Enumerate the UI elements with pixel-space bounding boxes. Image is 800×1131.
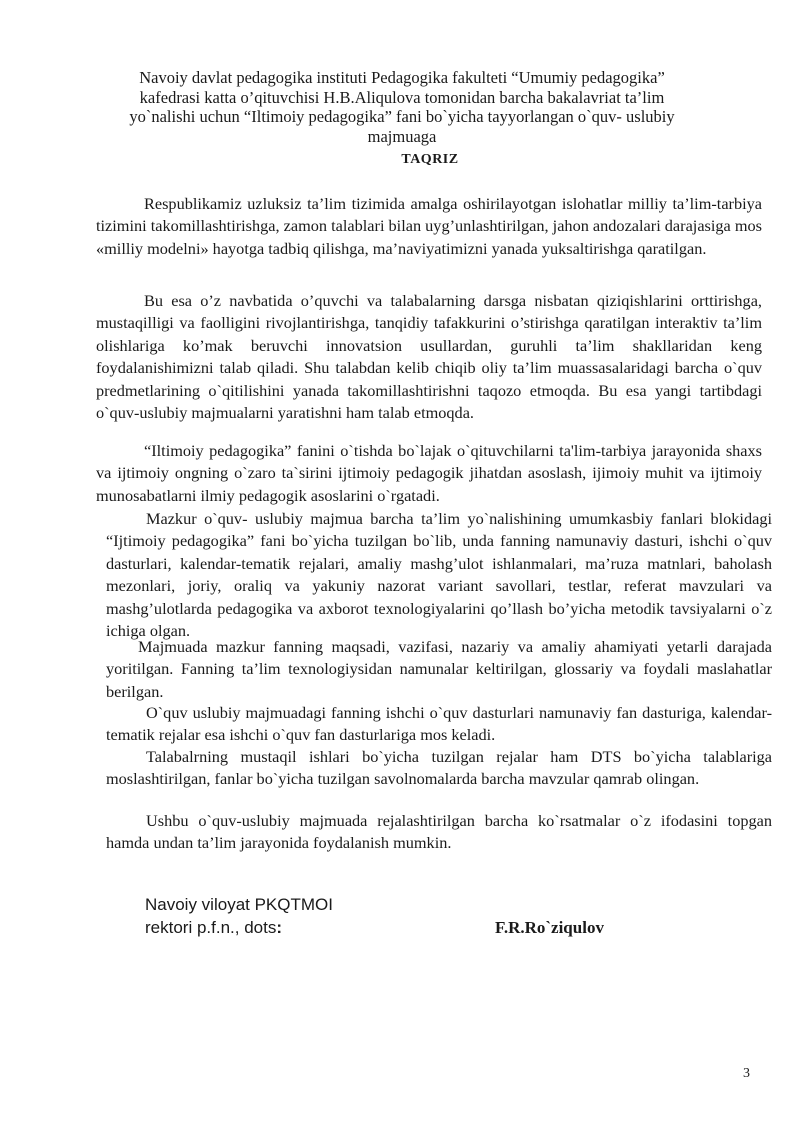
header-line: majmuaga [367, 126, 437, 146]
body-paragraph: Talabalrning mustaqil ishlari bo`yicha tuzilgan rejalar ham DTS bo`yicha talablariga moslashtirilgan, fanlar bo`yicha tuzilgan savolnomalarda barcha mavzular qamrab olingan. [106, 747, 772, 789]
signature-position-text: rektori p.f.n., dots [145, 918, 277, 937]
document-header [112, 68, 692, 146]
body-paragraph: Mazkur o`quv- uslubiy majmua barcha ta’lim yo`nalishining umumkasbiy fanlari blokidagi “Ijtimoiy pedagogika” fani bo`yicha tuzilgan bo`lib, unda fanning namunaviy dasturi, ishchi o`quv dasturlari, kalendar-tematik rejalari, amaliy mashg’ulot ishlanmalari, ma’ruza matnlari, baholash mezonlari, joriy, oraliq va yakuniy nazorat variant savollari, testlar, referat mavzulari va mashg’ulotlarda pedagogika va axborot texnologiyalarini qo’llash bo’yicha metodik tavsiyalarni o`z ichiga olgan. [106, 509, 772, 641]
body-paragraph: Ushbu o`quv-uslubiy majmuada rejalashtirilgan barcha ko`rsatmalar o`z ifodasini topgan hamda undan ta’lim jarayonida foydalanish mumkin. [106, 811, 772, 853]
signature-name: F.R.Ro`ziqulov [495, 918, 604, 937]
body-paragraph: Bu esa o’z navbatida o’quvchi va talabalarning darsga nisbatan qiziqishlarini orttirishga, mustaqilligi va faolligini rivojlantirishga, tanqidiy tafakkurini o’stirishga qaratilgan interaktiv ta’lim olishlariga ko’mak beruvchi innovatsion usullardan, guruhli ta’lim shakllaridan keng foydalanishimizni talab qiladi. Shu talabdan kelib chiqib oliy ta’lim muassasalaridagi barcha o`quv predmetlarining o`qitilishini yanada takomillashtirishni taqozo etmoqda. Bu esa yangi tartibdagi o`quv-uslubiy majmualarni yaratishni ham talab etmoqda. [96, 291, 762, 423]
signature-organization: Navoiy viloyat PKQTMOI [145, 895, 333, 914]
body-paragraph: “Iltimoiy pedagogika” fanini o`tishda bo`lajak o`qituvchilarni ta'lim-tarbiya jarayonida shaxs va ijtimoiy ongning o`zaro ta`sirini ijtimoiy pedagogik jihatdan asoslash, ijimoiy muhit va ijtimoiy munosabatlarni ilmiy pedagogik asoslarini o`rgatadi. [96, 441, 762, 505]
header-line: Navoiy davlat pedagogika instituti Pedagogika fakulteti “Umumiy pedagogika” [139, 68, 665, 87]
body-paragraph: O`quv uslubiy majmuadagi fanning ishchi o`quv dasturlari namunaviy fan dasturiga, kalendar-tematik rejalar esa ishchi o`quv fan dasturlariga mos keladi. [106, 703, 772, 745]
body-paragraph: Majmuada mazkur fanning maqsadi, vazifasi, nazariy va amaliy ahamiyati yetarli darajada yoritilgan. Fanning ta’lim texnologiysidan namunalar keltirilgan, glossariy va foydali maslahatlar berilgan. [106, 637, 772, 701]
header-line: yo`nalishi uchun “Iltimoiy pedagogika” fani bo`yicha tayyorlangan o`quv- uslubiy [129, 107, 675, 126]
document-title: TAQRIZ [401, 152, 459, 167]
header-line: kafedrasi katta o’qituvchisi H.B.Aliqulova tomonidan barcha bakalavriat ta’lim [139, 87, 665, 107]
body-paragraph: Respublikamiz uzluksiz ta’lim tizimida amalga oshirilayotgan islohatlar milliy ta’lim-tarbiya tizimini takomillashtirishga, zamon talablari bilan uyg’unlashtirilgan, jahon andozalari darajasiga mos «milliy modelni» hayotga tadbiq qilishga, ma’naviyatimizni yanada yuksaltirishga qaratilgan. [96, 194, 762, 258]
page-number: 3 [743, 1066, 750, 1081]
signature-colon: : [276, 918, 283, 937]
signature-block [145, 893, 333, 939]
signature-position [145, 916, 333, 939]
